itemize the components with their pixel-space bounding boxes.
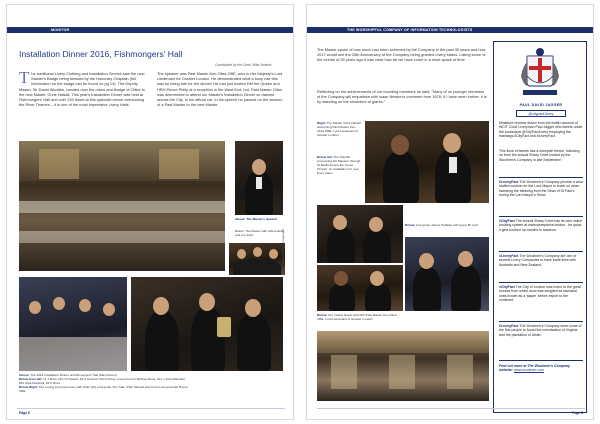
divider — [499, 216, 583, 217]
caption-liveryman-label: Below: — [405, 223, 416, 227]
caption-sheriffs-label: Below left: — [317, 155, 333, 159]
fact-item — [499, 254, 583, 280]
caption-bottom-above-text: The 2016 Installation Dinner at Fishmongers' Hall (Main Room) — [29, 373, 117, 377]
photo-credit: Photos: Gerald Sharp Photography — [281, 228, 285, 275]
fact-tag: #LiveryFact — [499, 180, 519, 184]
divider — [499, 251, 583, 252]
fact-text: The Woolmen's Company were some of the first people to found the colonisation of Virginia and the plantation of Ulster. — [499, 324, 582, 337]
caption-bottom-above-label: Above: — [19, 373, 30, 377]
caption-sheriffs — [317, 155, 363, 195]
fact-tag: #LiveryFact — [499, 324, 519, 328]
byline: Contributed by the Clerk, Mike Jenkins — [215, 63, 272, 67]
divider — [499, 282, 583, 283]
caption-family — [235, 229, 285, 239]
closing-text: Find out more at The Woolmen's Company website: — [499, 364, 570, 373]
master-family-photo — [229, 243, 285, 275]
fact-item — [499, 285, 583, 319]
master-speech-photo — [235, 141, 283, 215]
header-label: THE WORSHIPFUL COMPANY OF INFORMATION TECHNOLOGISTS — [347, 28, 473, 32]
sidebar-author-name: PAUL DAVID JAGGER — [519, 103, 563, 107]
fact-item — [499, 324, 583, 354]
sidebar-intro-2: This flock of tweets has a sheepish theme, following on from the annual Sheep Drive hosted by the Woolmen's Company in late September! — [499, 149, 580, 162]
fact-text: The Woolmen's Company are one of several Livery Companies to have trade links with Australia and New Zealand. — [499, 254, 577, 267]
dinner-table-photo — [405, 237, 489, 311]
fact-text: The Woolmen's Company provide a wool stuffed cushion for the Lord Mayor to kneel on when swearing the blessing from the Dean of St Paul's during the Lord Mayor's Show. — [499, 180, 583, 197]
caption-olisa — [317, 313, 403, 329]
caption-olisa-text: Our invited Guest with with Past Master Ken Olisa OBE, Lord Lieutenant of Greater London — [317, 313, 397, 322]
liveryman-guest-photo — [317, 205, 403, 263]
column-2 — [157, 71, 283, 137]
fact-item — [499, 219, 583, 249]
caption-family-text: Below: The Master with wife Felicity and son Felix — [235, 229, 284, 238]
caption-bottom-below-label: Below from left: — [19, 377, 43, 382]
hall-interior-photo — [317, 331, 489, 401]
fact-tag: #CityFact — [499, 219, 515, 223]
column-2-text: The speaker was Past Master Ken Olisa OBE, who is Her Majesty's Lord Lieutenant for Greater London. He demonstrated what a busy role this was by being late for the dinner! He had just hosted HM the Queen and HRH Prince Philip at a reception in the West End, but, Past Master Olisa was determined to attend our Master's Installation Dinner so dashed across the City. In his official car. In his speech he passed on the wisdom of a Past Master to the new Master. — [157, 71, 283, 108]
newton-paragraph — [317, 89, 487, 117]
article-title: Installation Dinner 2016, Fishmongers' Hall — [19, 49, 183, 59]
page-number: Page 8 — [572, 411, 583, 415]
city-paul-sidebar — [493, 41, 587, 413]
fact-text: The City of London was home to the great houses from which wool was weighed as standard units known as a 'staple' before export to the continent. — [499, 285, 581, 302]
right-page — [306, 4, 594, 420]
caption-bottom-right-text: The Loving Cup Ceremony with (from left) Liveryman Tom Sale, Paul Sandell and Court Liveryman Ed Boyce OBE — [19, 385, 188, 394]
sidebar-closing — [499, 364, 583, 384]
caption-welcome — [317, 121, 363, 151]
caption-liveryman-text: Liveryman James Hellikan with guest Mr Gell — [415, 223, 478, 227]
olisa-guest-photo — [317, 265, 403, 311]
fact-tag: #CityFact — [499, 285, 515, 289]
left-page — [6, 4, 294, 420]
fact-tag: #LiveryFact — [499, 254, 519, 258]
caption-speech-text: Above: The Master's Speech — [235, 217, 277, 221]
intro-paragraph — [317, 47, 487, 87]
column-1-text: he traditional Livery Clothing and Installation Service saw the new Master's Badge being blessed by the Honorary Chaplain (full information on the badge can be found on pg 14). The Deputy Master, Sir David Wootton, handed over the robes and Badge of Office to the new Master, Chris Halsall. This year's Installation Dinner was held at Fishmongers' Hall and over 220 dined at this splendid venue overlooking the River Thames – it is one of the most impressive Livery Halls. — [19, 71, 145, 108]
column-1 — [19, 71, 147, 139]
caption-welcome-text: The Master Chris Halsall welcoming Past Master Ken Olisa OBE, Lord Lieutenant of Greater London — [317, 121, 361, 138]
drop-cap: T — [19, 71, 30, 87]
divider — [499, 177, 583, 178]
caption-bottom — [19, 373, 189, 403]
caption-bottom-right-label: Below Right: — [19, 385, 38, 390]
sidebar-intro: Miniature reviews drawn from the twitter account of WCIT Court Liveryman Paul Jagger who tweets under the soubriquet @CityPaulLivery employing the hashtags #CityFact and #LiveryFact. — [499, 121, 583, 138]
caption-liveryman — [405, 223, 489, 235]
footer-rule — [317, 408, 585, 409]
newton-text: Reflecting on the achievements of our founding members he said, "Many of us younger members of the Company will empathise with Isaac Newton's comment from 1676: If I have seen further, it is by standing on the shoulders of giants." — [317, 89, 487, 105]
twitter-handle-link[interactable]: @citypaulJivery — [516, 110, 566, 117]
divider — [499, 360, 583, 361]
fact-text: The annual Sheep Drive has its own online booking system at www.sheepdrive.london - be quick, it gets booked up months in advance. — [499, 219, 583, 232]
loving-cup-photo — [131, 277, 283, 371]
company-crest-icon — [519, 46, 561, 98]
caption-bottom-below-text: Ur J Ross, Mrs S Howard, Mr A Howard, Mrs D Rose, Liveryman Dr Michael Rose, Mrs L Stott-Marshall, Mrs Stott-Marshall, Mr P Buss — [19, 377, 186, 386]
welcome-photo — [365, 121, 489, 203]
fact-item — [499, 180, 583, 214]
caption-speech — [235, 217, 283, 227]
header-label: MONITOR — [51, 28, 70, 32]
page-number: Page 6 — [19, 411, 30, 415]
woolmen-website-link[interactable]: www.woolmen.com — [513, 368, 544, 373]
footer-rule — [17, 408, 285, 409]
caption-welcome-label: Right: — [317, 121, 326, 125]
caption-sheriffs-text: The Sheriffs processing the Masters through St Bartholomew the Great Church, on installation for new livery plans — [317, 155, 361, 176]
intro-text: The Master spoke of how much had been achieved by the Company in the past 30 years and how 2017 would see the 25th Anniversary of the Company being granted Livery status. Listing some of the events of 25 years ago it was clear how far we have come in a short space of time. — [317, 47, 486, 63]
divider — [499, 321, 583, 322]
caption-olisa-label: Below: — [317, 313, 328, 317]
guests-table-photo — [19, 277, 127, 371]
dinner-hall-photo — [19, 141, 225, 271]
